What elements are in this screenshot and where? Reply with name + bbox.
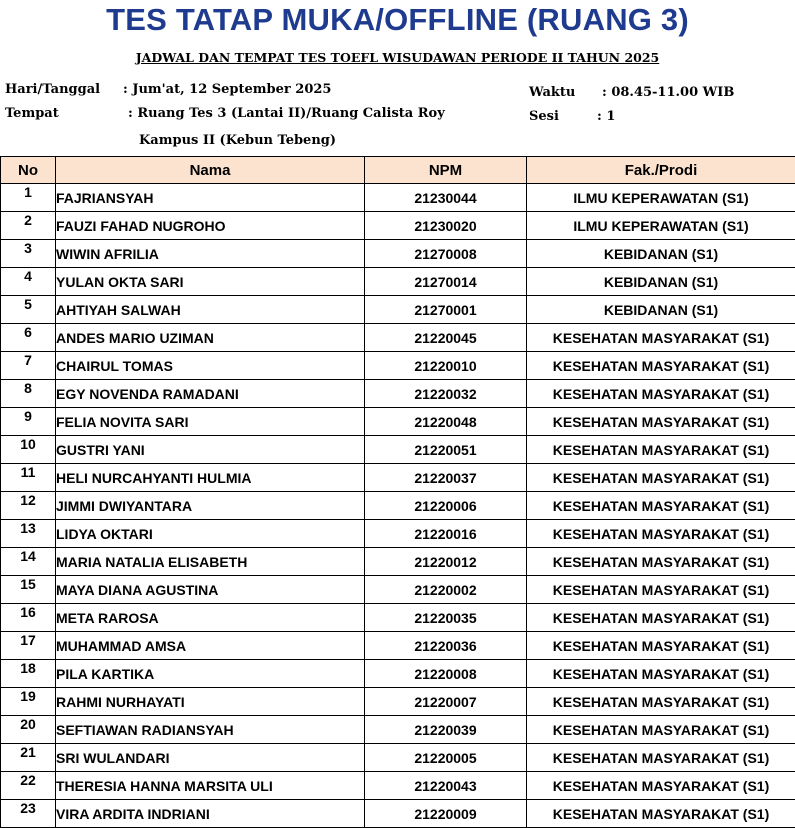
table-row <box>1 604 795 632</box>
cell-nama: AHTIYAH SALWAH <box>56 296 365 324</box>
table-row <box>1 548 795 576</box>
sesi-label: Sesi <box>529 109 559 124</box>
page-title: TES TATAP MUKA/OFFLINE (RUANG 3) <box>0 2 795 38</box>
waktu-value: : 08.45-11.00 WIB <box>602 85 734 100</box>
cell-no: 6 <box>1 324 56 352</box>
cell-npm: 21220048 <box>365 408 527 436</box>
cell-fak: KESEHATAN MASYARAKAT (S1) <box>527 324 795 352</box>
cell-no: 23 <box>1 800 56 828</box>
cell-npm: 21220036 <box>365 632 527 660</box>
cell-npm: 21220005 <box>365 744 527 772</box>
cell-nama: MAYA DIANA AGUSTINA <box>56 576 365 604</box>
cell-nama: WIWIN AFRILIA <box>56 240 365 268</box>
table-row <box>1 184 795 212</box>
cell-fak: KESEHATAN MASYARAKAT (S1) <box>527 800 795 828</box>
cell-npm: 21220007 <box>365 688 527 716</box>
cell-no: 4 <box>1 268 56 296</box>
cell-npm: 21220002 <box>365 576 527 604</box>
cell-nama: ANDES MARIO UZIMAN <box>56 324 365 352</box>
table-row <box>1 632 795 660</box>
cell-nama: FAJRIANSYAH <box>56 184 365 212</box>
cell-no: 16 <box>1 604 56 632</box>
waktu-label: Waktu <box>529 85 575 100</box>
cell-no: 15 <box>1 576 56 604</box>
cell-nama: THERESIA HANNA MARSITA ULI <box>56 772 365 800</box>
table-row <box>1 744 795 772</box>
table-row <box>1 380 795 408</box>
header-fak: Fak./Prodi <box>527 157 795 184</box>
table-row <box>1 520 795 548</box>
cell-fak: ILMU KEPERAWATAN (S1) <box>527 184 795 212</box>
cell-npm: 21220035 <box>365 604 527 632</box>
cell-no: 21 <box>1 744 56 772</box>
cell-no: 18 <box>1 660 56 688</box>
page-subtitle <box>0 50 795 65</box>
cell-fak: KEBIDANAN (S1) <box>527 240 795 268</box>
cell-nama: SEFTIAWAN RADIANSYAH <box>56 716 365 744</box>
cell-no: 11 <box>1 464 56 492</box>
cell-fak: KESEHATAN MASYARAKAT (S1) <box>527 352 795 380</box>
cell-fak: KESEHATAN MASYARAKAT (S1) <box>527 716 795 744</box>
cell-fak: KESEHATAN MASYARAKAT (S1) <box>527 688 795 716</box>
table-row <box>1 464 795 492</box>
cell-npm: 21220043 <box>365 772 527 800</box>
cell-npm: 21220032 <box>365 380 527 408</box>
cell-no: 17 <box>1 632 56 660</box>
subtitle-text: JADWAL DAN TEMPAT TES TOEFL WISUDAWAN PERIODE II TAHUN 2025 <box>136 50 659 65</box>
cell-nama: LIDYA OKTARI <box>56 520 365 548</box>
cell-fak: KESEHATAN MASYARAKAT (S1) <box>527 520 795 548</box>
cell-npm: 21220009 <box>365 800 527 828</box>
cell-nama: PILA KARTIKA <box>56 660 365 688</box>
cell-npm: 21220010 <box>365 352 527 380</box>
cell-npm: 21220045 <box>365 324 527 352</box>
table-row <box>1 212 795 240</box>
cell-no: 22 <box>1 772 56 800</box>
cell-no: 1 <box>1 184 56 212</box>
cell-npm: 21270008 <box>365 240 527 268</box>
cell-fak: KESEHATAN MASYARAKAT (S1) <box>527 604 795 632</box>
table-row <box>1 492 795 520</box>
cell-no: 19 <box>1 688 56 716</box>
cell-fak: KESEHATAN MASYARAKAT (S1) <box>527 548 795 576</box>
cell-fak: KEBIDANAN (S1) <box>527 268 795 296</box>
cell-npm: 21270014 <box>365 268 527 296</box>
cell-fak: KESEHATAN MASYARAKAT (S1) <box>527 436 795 464</box>
cell-nama: FELIA NOVITA SARI <box>56 408 365 436</box>
cell-no: 7 <box>1 352 56 380</box>
table-row <box>1 576 795 604</box>
cell-npm: 21220039 <box>365 716 527 744</box>
participant-table <box>0 156 795 828</box>
cell-fak: KESEHATAN MASYARAKAT (S1) <box>527 380 795 408</box>
cell-nama: JIMMI DWIYANTARA <box>56 492 365 520</box>
table-row <box>1 660 795 688</box>
cell-no: 8 <box>1 380 56 408</box>
cell-fak: KESEHATAN MASYARAKAT (S1) <box>527 660 795 688</box>
cell-no: 13 <box>1 520 56 548</box>
cell-npm: 21220037 <box>365 464 527 492</box>
cell-nama: SRI WULANDARI <box>56 744 365 772</box>
cell-no: 2 <box>1 212 56 240</box>
table-row <box>1 688 795 716</box>
tempat-label: Tempat <box>5 106 59 121</box>
cell-no: 3 <box>1 240 56 268</box>
table-body <box>1 184 795 828</box>
table-row <box>1 772 795 800</box>
table-row <box>1 436 795 464</box>
table-row <box>1 352 795 380</box>
cell-nama: MARIA NATALIA ELISABETH <box>56 548 365 576</box>
table-row <box>1 800 795 828</box>
cell-nama: META RAROSA <box>56 604 365 632</box>
tempat-value: : Ruang Tes 3 (Lantai II)/Ruang Calista Roy <box>128 106 445 121</box>
cell-nama: HELI NURCAHYANTI HULMIA <box>56 464 365 492</box>
header-no: No <box>1 157 56 184</box>
table-row <box>1 716 795 744</box>
cell-fak: KESEHATAN MASYARAKAT (S1) <box>527 744 795 772</box>
hari-label: Hari/Tanggal <box>5 82 100 97</box>
hari-value: : Jum'at, 12 September 2025 <box>123 82 331 97</box>
cell-npm: 21270001 <box>365 296 527 324</box>
sesi-value: : 1 <box>597 109 615 124</box>
cell-nama: GUSTRI YANI <box>56 436 365 464</box>
cell-nama: YULAN OKTA SARI <box>56 268 365 296</box>
cell-no: 5 <box>1 296 56 324</box>
cell-npm: 21220008 <box>365 660 527 688</box>
header-nama: Nama <box>56 157 365 184</box>
cell-nama: FAUZI FAHAD NUGROHO <box>56 212 365 240</box>
table-row <box>1 296 795 324</box>
tempat-value-line2: Kampus II (Kebun Tebeng) <box>139 133 336 148</box>
cell-fak: KESEHATAN MASYARAKAT (S1) <box>527 408 795 436</box>
cell-npm: 21230044 <box>365 184 527 212</box>
table-row <box>1 240 795 268</box>
cell-npm: 21230020 <box>365 212 527 240</box>
cell-fak: ILMU KEPERAWATAN (S1) <box>527 212 795 240</box>
cell-nama: MUHAMMAD AMSA <box>56 632 365 660</box>
cell-npm: 21220012 <box>365 548 527 576</box>
cell-npm: 21220016 <box>365 520 527 548</box>
cell-no: 20 <box>1 716 56 744</box>
cell-no: 12 <box>1 492 56 520</box>
cell-nama: RAHMI NURHAYATI <box>56 688 365 716</box>
table-row <box>1 268 795 296</box>
cell-no: 9 <box>1 408 56 436</box>
cell-fak: KESEHATAN MASYARAKAT (S1) <box>527 492 795 520</box>
cell-fak: KESEHATAN MASYARAKAT (S1) <box>527 576 795 604</box>
table-header-row <box>1 157 795 184</box>
cell-nama: EGY NOVENDA RAMADANI <box>56 380 365 408</box>
table-row <box>1 324 795 352</box>
cell-no: 10 <box>1 436 56 464</box>
cell-nama: VIRA ARDITA INDRIANI <box>56 800 365 828</box>
cell-fak: KESEHATAN MASYARAKAT (S1) <box>527 464 795 492</box>
cell-fak: KEBIDANAN (S1) <box>527 296 795 324</box>
cell-no: 14 <box>1 548 56 576</box>
table-row <box>1 408 795 436</box>
cell-fak: KESEHATAN MASYARAKAT (S1) <box>527 772 795 800</box>
cell-npm: 21220006 <box>365 492 527 520</box>
cell-npm: 21220051 <box>365 436 527 464</box>
cell-fak: KESEHATAN MASYARAKAT (S1) <box>527 632 795 660</box>
header-npm: NPM <box>365 157 527 184</box>
cell-nama: CHAIRUL TOMAS <box>56 352 365 380</box>
